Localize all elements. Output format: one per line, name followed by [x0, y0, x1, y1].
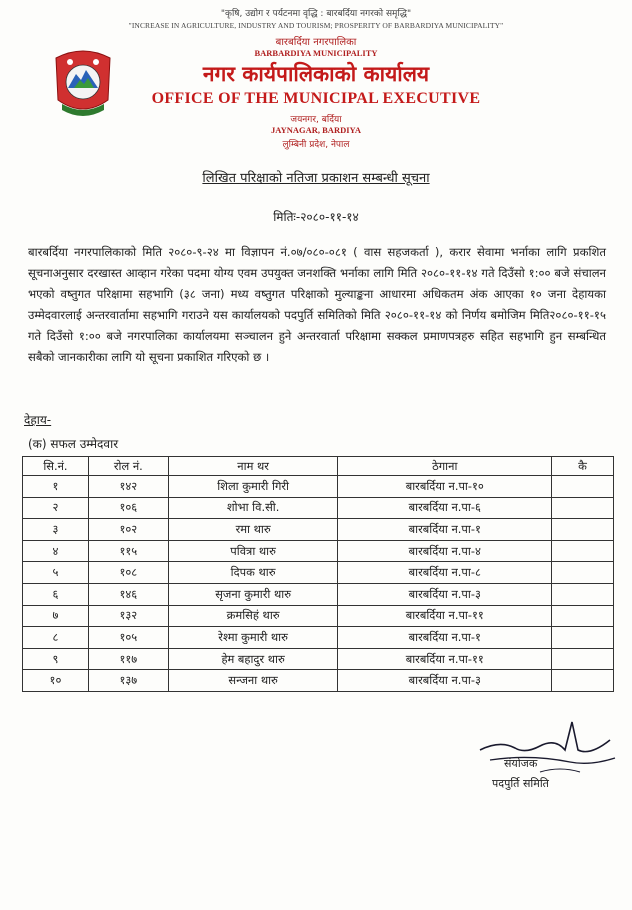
- cell-serial: ७: [23, 605, 89, 627]
- cell-serial: १०: [23, 670, 89, 692]
- cell-remarks: [552, 648, 614, 670]
- cell-roll: ११५: [88, 540, 168, 562]
- notice-title: [0, 168, 632, 186]
- cell-name: शिला कुमारी गिरी: [168, 476, 338, 498]
- office-name-english: OFFICE OF THE MUNICIPAL EXECUTIVE: [151, 90, 481, 107]
- cell-serial: १: [23, 476, 89, 498]
- cell-serial: ४: [23, 540, 89, 562]
- cell-name: रेश्मा कुमारी थारु: [168, 627, 338, 649]
- slogan-nepali: "कृषि, उद्योग र पर्यटनमा वृद्धि : बारबर्दिया नगरको समृद्धि": [220, 9, 412, 19]
- signatory-role: संयोजक: [504, 757, 538, 770]
- cell-name: हेम बहादुर थारु: [168, 648, 338, 670]
- table-row: [23, 540, 614, 562]
- cell-address: बारबर्दिया न.पा-८: [338, 562, 552, 584]
- cell-roll: १०६: [88, 497, 168, 519]
- cell-roll: १०५: [88, 627, 168, 649]
- municipality-name-nepali: बारबर्दिया नगरपालिका: [275, 37, 357, 48]
- cell-address: बारबर्दिया न.पा-१: [338, 627, 552, 649]
- office-name-nepali: नगर कार्यपालिकाको कार्यालय: [202, 62, 430, 86]
- cell-address: बारबर्दिया न.पा-१०: [338, 476, 552, 498]
- notice-date: मितिः-२०८०-११-१४: [273, 210, 359, 224]
- cell-address: बारबर्दिया न.पा-३: [338, 670, 552, 692]
- table-row: [23, 519, 614, 541]
- table-header-row: [23, 457, 614, 476]
- table-row: [23, 583, 614, 605]
- header-address: ठेगाना: [338, 457, 552, 476]
- signatory-committee: पदपुर्ति समिति: [492, 777, 549, 790]
- cell-name: पवित्रा थारु: [168, 540, 338, 562]
- municipality-name-english: BARBARDIYA MUNICIPALITY: [254, 48, 378, 58]
- cell-name: रमा थारु: [168, 519, 338, 541]
- table-row: [23, 497, 614, 519]
- cell-roll: १०२: [88, 519, 168, 541]
- cell-roll: १०८: [88, 562, 168, 584]
- cell-address: बारबर्दिया न.पा-३: [338, 583, 552, 605]
- cell-remarks: [552, 540, 614, 562]
- cell-serial: ६: [23, 583, 89, 605]
- table-row: [23, 605, 614, 627]
- cell-address: बारबर्दिया न.पा-४: [338, 540, 552, 562]
- cell-roll: १४२: [88, 476, 168, 498]
- cell-remarks: [552, 562, 614, 584]
- cell-name: दिपक थारु: [168, 562, 338, 584]
- province-nepali: लुम्बिनी प्रदेश, नेपाल: [282, 140, 350, 150]
- cell-name: शोभा वि.सी.: [168, 497, 338, 519]
- table-row: [23, 670, 614, 692]
- notice-title-text: लिखित परिक्षाको नतिजा प्रकाशन सम्बन्धी सूचना: [202, 171, 430, 186]
- header-remarks: कै: [552, 457, 614, 476]
- candidates-table: [22, 456, 614, 692]
- cell-address: बारबर्दिया न.पा-१: [338, 519, 552, 541]
- cell-serial: ५: [23, 562, 89, 584]
- cell-roll: १३७: [88, 670, 168, 692]
- address-english: JAYNAGAR, BARDIYA: [270, 125, 362, 135]
- header-roll: रोल नं.: [88, 457, 168, 476]
- slogan: [0, 8, 632, 32]
- cell-serial: २: [23, 497, 89, 519]
- address-nepali: जयनगर, बर्दिया: [290, 115, 342, 125]
- table-row: [23, 476, 614, 498]
- cell-name: क्रमसिहं थारु: [168, 605, 338, 627]
- cell-serial: ३: [23, 519, 89, 541]
- cell-roll: ११७: [88, 648, 168, 670]
- cell-name: सन्जना थारु: [168, 670, 338, 692]
- cell-serial: ९: [23, 648, 89, 670]
- cell-address: बारबर्दिया न.पा-११: [338, 605, 552, 627]
- table-row: [23, 648, 614, 670]
- cell-roll: १३२: [88, 605, 168, 627]
- cell-remarks: [552, 476, 614, 498]
- header-name: नाम थर: [168, 457, 338, 476]
- cell-remarks: [552, 670, 614, 692]
- notice-body: बारबर्दिया नगरपालिकाको मिति २०८०-९-२४ मा विज्ञापन नं.०७/०८०-०८१ ( वास सहजकर्ता ), करार सेवामा भर्नाका लागि प्रकशित सूचनाअनुसार दरखास्त आव्हान गरेका पदमा योग्य एवम उपयुक्त जनशक्ति भर्नाका लागि मिति २०८०-११-१४ गते दिउँसो १:०० बजे संचालन भएको वष्तुगत परिक्षामा सहभागि (३८ जना) मध्य वष्तुगत परिक्षाको मुल्याङ्कना आधारमा अधिकतम अंक आएका १० जना देहायका उम्मेदवारलाई अन्तरवार्तामा सहभागि गराउने यस कार्यालयको पदपुर्ति समितिको मिति २०८०-११-१४ को निर्णय बमोजिम मिति२०८०-११-१५ गते दिउँसो १:०० बजे नगरपालिका कार्यालयमा सञ्चालन हुने अन्तरवार्ता परिक्षामा सक्कल प्रमाणपत्रहरु सहित सहभागि हुन सम्बन्धित सबैको जानकारीका लागि यो सूचना प्रकाशित गरिएको छ ।: [28, 245, 606, 364]
- cell-remarks: [552, 583, 614, 605]
- table-row: [23, 562, 614, 584]
- header-serial: सि.नं.: [23, 457, 89, 476]
- cell-remarks: [552, 627, 614, 649]
- cell-address: बारबर्दिया न.पा-११: [338, 648, 552, 670]
- slogan-english: "INCREASE IN AGRICULTURE, INDUSTRY AND TOURISM; PROSPERITY OF BARBARDIYA MUNICIPALITY": [128, 21, 504, 30]
- cell-serial: ८: [23, 627, 89, 649]
- cell-remarks: [552, 497, 614, 519]
- cell-remarks: [552, 519, 614, 541]
- cell-name: सृजना कुमारी थारु: [168, 583, 338, 605]
- cell-address: बारबर्दिया न.पा-६: [338, 497, 552, 519]
- cell-remarks: [552, 605, 614, 627]
- section-label: (क) सफल उम्मेदवार: [28, 437, 119, 451]
- dehay-label: देहाय-: [24, 413, 52, 427]
- cell-roll: १४६: [88, 583, 168, 605]
- table-row: [23, 627, 614, 649]
